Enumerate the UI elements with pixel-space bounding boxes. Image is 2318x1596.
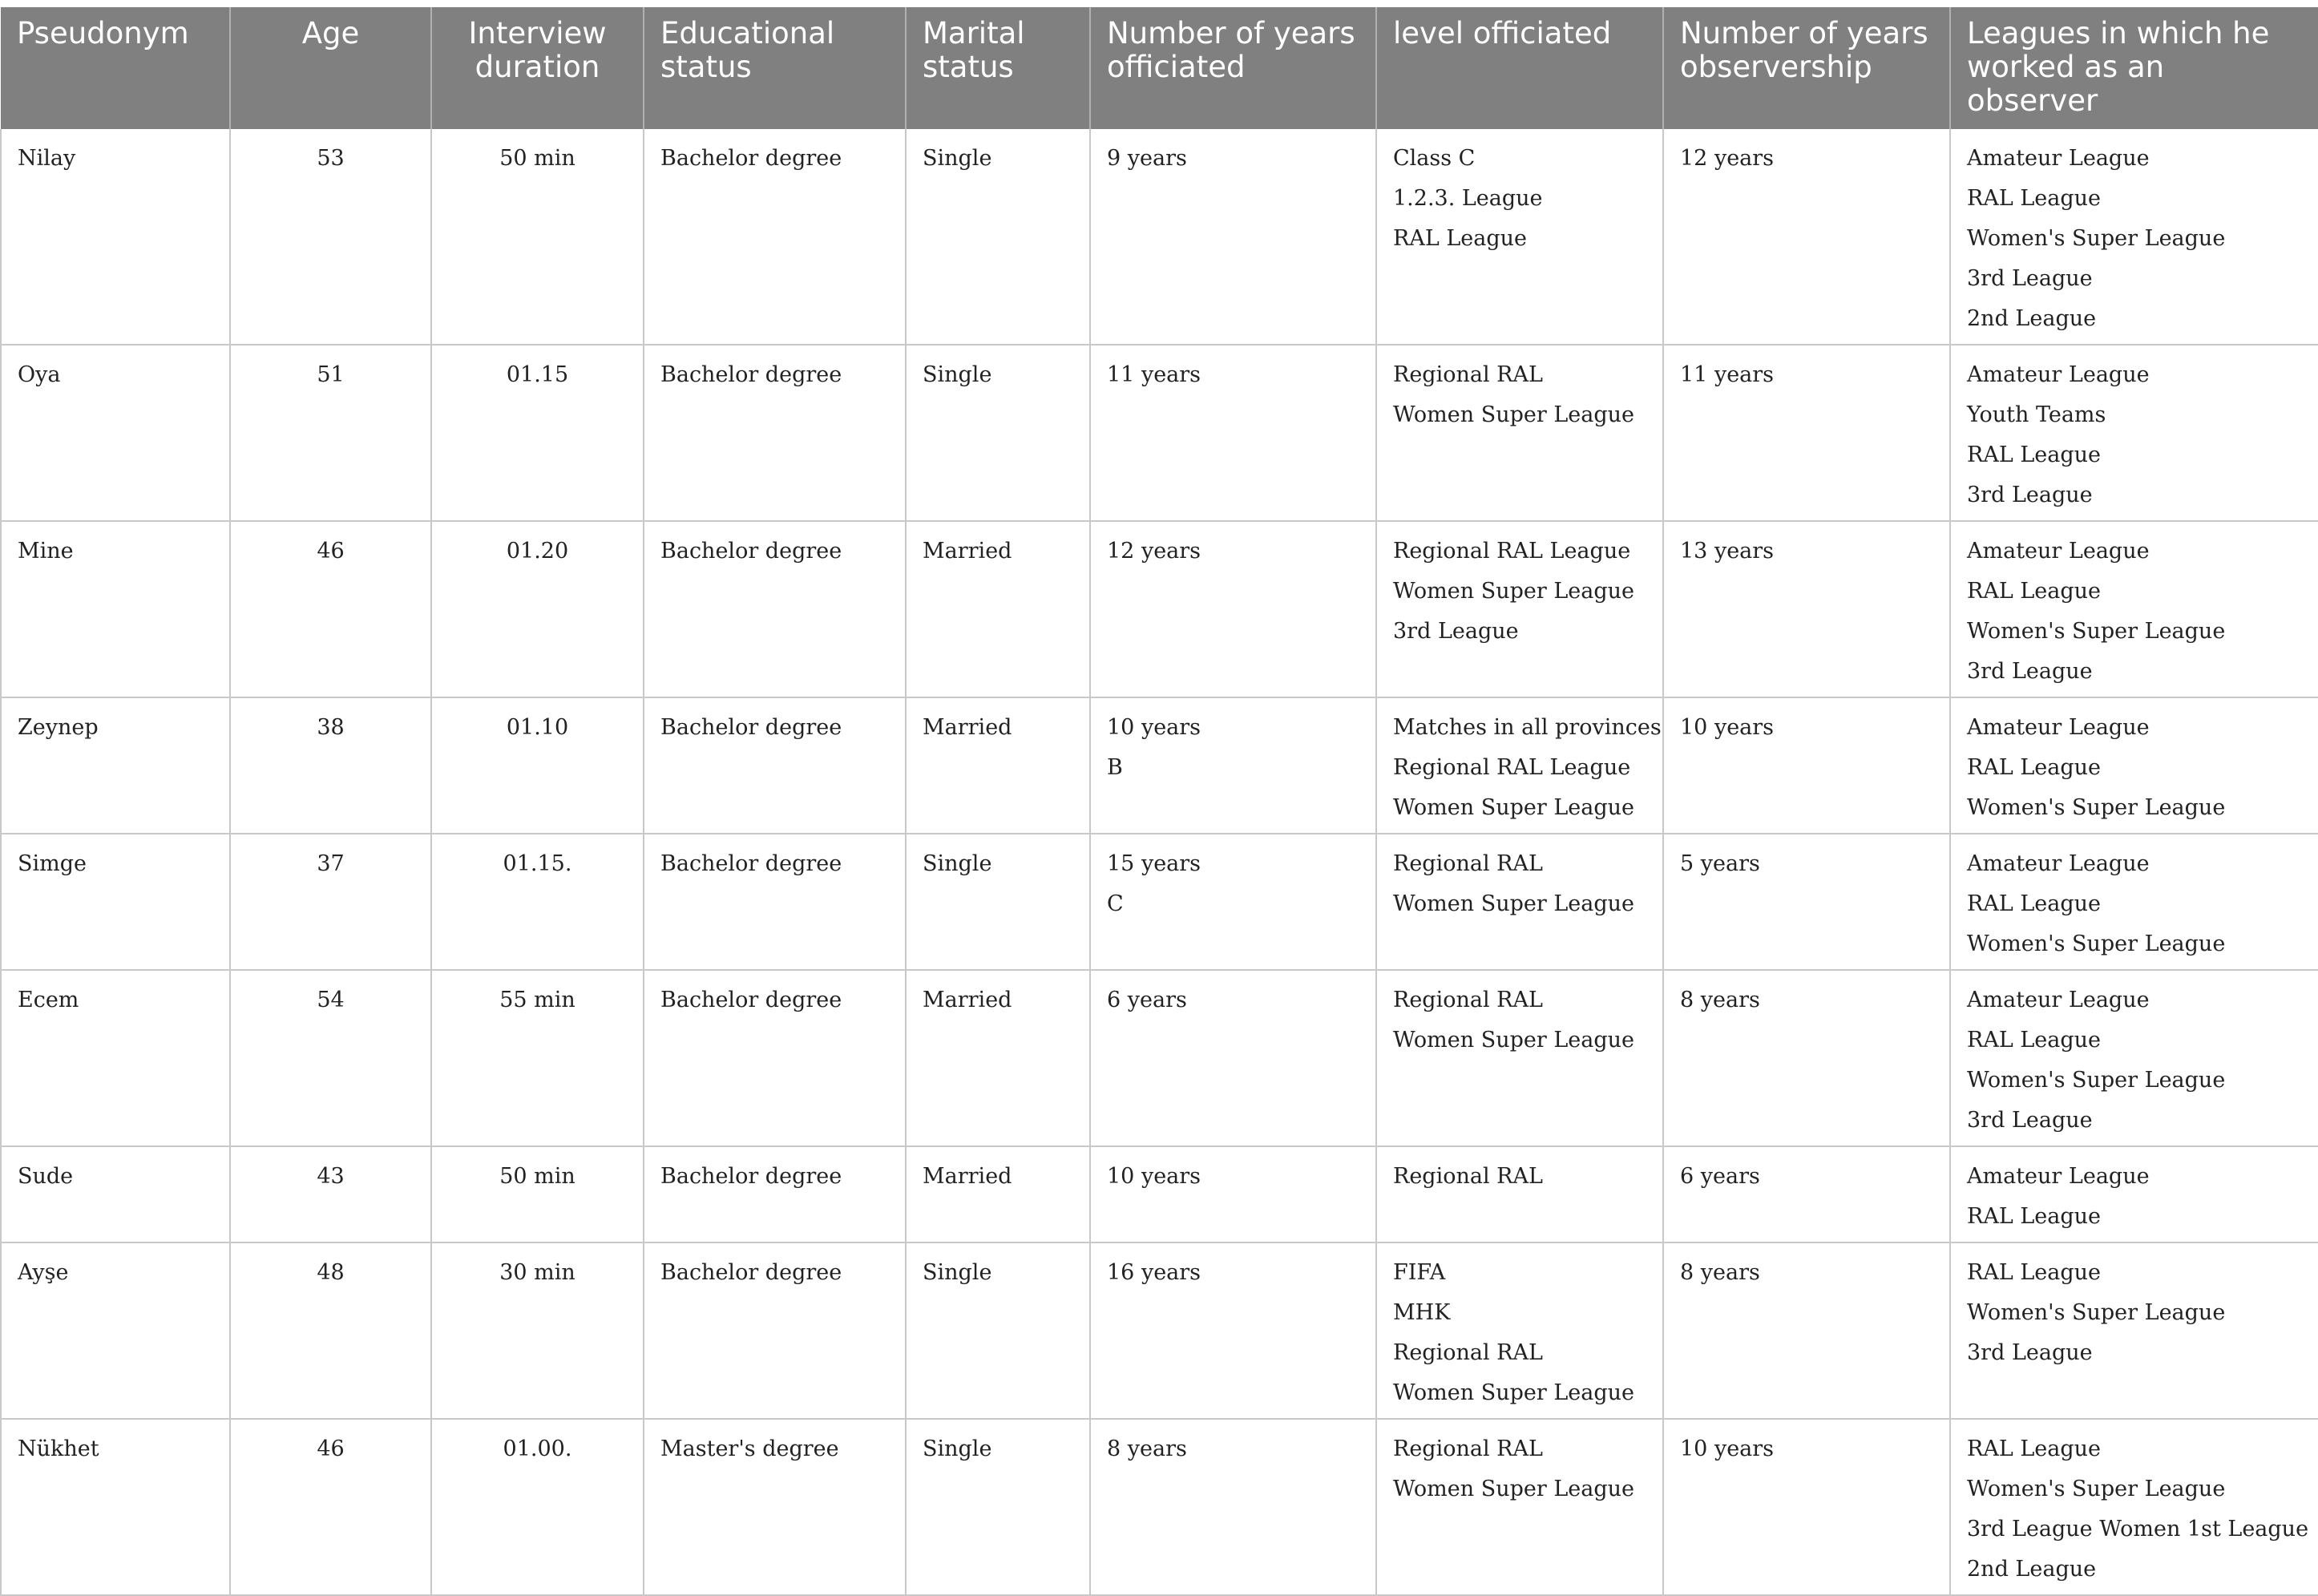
cell-leagues-observer-line: RAL League bbox=[1967, 1436, 2101, 1461]
cell-leagues-observer-line: Women's Super League bbox=[1967, 619, 2226, 644]
cell-level-officiated-line: Women Super League bbox=[1393, 1380, 1635, 1405]
cell-leagues-observer-line: Amateur League bbox=[1967, 362, 2150, 387]
cell-leagues-observer-line: RAL League bbox=[1967, 186, 2101, 211]
cell-educational-status: Bachelor degree bbox=[644, 697, 906, 834]
cell-leagues-observer bbox=[1950, 129, 2318, 345]
cell-level-officiated bbox=[1376, 521, 1663, 697]
cell-level-officiated-line: Women Super League bbox=[1393, 579, 1635, 604]
cell-marital-status: Single bbox=[906, 834, 1090, 970]
table-row bbox=[1, 697, 2318, 834]
table-row bbox=[1, 1146, 2318, 1242]
cell-leagues-observer-line: RAL League bbox=[1967, 1204, 2101, 1229]
cell-leagues-observer-line: Amateur League bbox=[1967, 146, 2150, 171]
cell-leagues-observer-line: 2nd League bbox=[1967, 306, 2097, 331]
cell-leagues-observer-line: 3rd League Women 1st League bbox=[1967, 1517, 2309, 1541]
cell-leagues-observer bbox=[1950, 834, 2318, 970]
cell-years-officiated bbox=[1090, 129, 1376, 345]
cell-leagues-observer-line: Amateur League bbox=[1967, 715, 2150, 740]
cell-marital-status: Married bbox=[906, 697, 1090, 834]
table-row bbox=[1, 1242, 2318, 1419]
cell-leagues-observer bbox=[1950, 697, 2318, 834]
cell-level-officiated-line: 3rd League bbox=[1393, 619, 1519, 644]
cell-years-officiated-line: 16 years bbox=[1107, 1260, 1201, 1285]
cell-level-officiated-line: Regional RAL bbox=[1393, 1340, 1543, 1365]
cell-age: 37 bbox=[230, 834, 431, 970]
cell-years-officiated-line: 9 years bbox=[1107, 146, 1187, 171]
cell-leagues-observer-line: 3rd League bbox=[1967, 659, 2093, 684]
cell-pseudonym: Sude bbox=[1, 1146, 230, 1242]
cell-marital-status: Married bbox=[906, 970, 1090, 1146]
cell-level-officiated bbox=[1376, 1419, 1663, 1595]
cell-age: 46 bbox=[230, 1419, 431, 1595]
cell-level-officiated-line: Regional RAL bbox=[1393, 362, 1543, 387]
cell-leagues-observer-line: Youth Teams bbox=[1967, 402, 2106, 427]
cell-level-officiated bbox=[1376, 697, 1663, 834]
header-years-observership: Number of years observership bbox=[1663, 7, 1950, 129]
table-row bbox=[1, 970, 2318, 1146]
cell-years-observership: 8 years bbox=[1663, 970, 1950, 1146]
cell-level-officiated bbox=[1376, 970, 1663, 1146]
cell-age: 53 bbox=[230, 129, 431, 345]
cell-interview-duration: 01.00. bbox=[431, 1419, 644, 1595]
cell-level-officiated-line: Women Super League bbox=[1393, 402, 1635, 427]
cell-educational-status: Bachelor degree bbox=[644, 521, 906, 697]
cell-leagues-observer-line: RAL League bbox=[1967, 442, 2101, 467]
cell-level-officiated-line: MHK bbox=[1393, 1300, 1451, 1325]
cell-level-officiated-line: 1.2.3. League bbox=[1393, 186, 1543, 211]
cell-years-officiated bbox=[1090, 834, 1376, 970]
cell-educational-status: Bachelor degree bbox=[644, 345, 906, 521]
cell-years-observership: 8 years bbox=[1663, 1242, 1950, 1419]
cell-marital-status: Married bbox=[906, 1146, 1090, 1242]
cell-years-officiated-line: 10 years bbox=[1107, 715, 1201, 740]
cell-level-officiated bbox=[1376, 345, 1663, 521]
cell-interview-duration: 30 min bbox=[431, 1242, 644, 1419]
cell-age: 48 bbox=[230, 1242, 431, 1419]
cell-educational-status: Bachelor degree bbox=[644, 1242, 906, 1419]
cell-years-observership: 11 years bbox=[1663, 345, 1950, 521]
cell-age: 43 bbox=[230, 1146, 431, 1242]
cell-years-observership: 10 years bbox=[1663, 1419, 1950, 1595]
cell-educational-status: Master's degree bbox=[644, 1419, 906, 1595]
cell-level-officiated-line: Regional RAL League bbox=[1393, 755, 1631, 780]
header-leagues-observer: Leagues in which he worked as an observer bbox=[1950, 7, 2318, 129]
table-row bbox=[1, 129, 2318, 345]
cell-level-officiated-line: Women Super League bbox=[1393, 891, 1635, 916]
cell-interview-duration: 55 min bbox=[431, 970, 644, 1146]
table-header-row bbox=[1, 7, 2318, 129]
cell-level-officiated-line: Class C bbox=[1393, 146, 1476, 171]
cell-leagues-observer-line: Women's Super League bbox=[1967, 1068, 2226, 1093]
header-level-officiated: level officiated bbox=[1376, 7, 1663, 129]
cell-age: 54 bbox=[230, 970, 431, 1146]
cell-leagues-observer-line: Women's Super League bbox=[1967, 795, 2226, 820]
cell-years-observership: 5 years bbox=[1663, 834, 1950, 970]
cell-level-officiated bbox=[1376, 834, 1663, 970]
cell-educational-status: Bachelor degree bbox=[644, 1146, 906, 1242]
cell-level-officiated-line: Regional RAL bbox=[1393, 851, 1543, 876]
cell-leagues-observer-line: RAL League bbox=[1967, 1260, 2101, 1285]
cell-years-officiated-line: 15 years bbox=[1107, 851, 1201, 876]
table-row bbox=[1, 345, 2318, 521]
cell-leagues-observer-line: 3rd League bbox=[1967, 1108, 2093, 1133]
cell-leagues-observer bbox=[1950, 1146, 2318, 1242]
cell-educational-status: Bachelor degree bbox=[644, 834, 906, 970]
cell-years-officiated bbox=[1090, 1146, 1376, 1242]
cell-educational-status: Bachelor degree bbox=[644, 970, 906, 1146]
cell-level-officiated-line: Regional RAL League bbox=[1393, 539, 1631, 564]
cell-years-officiated bbox=[1090, 697, 1376, 834]
cell-interview-duration: 50 min bbox=[431, 129, 644, 345]
header-years-officiated: Number of years officiated bbox=[1090, 7, 1376, 129]
cell-leagues-observer-line: RAL League bbox=[1967, 1028, 2101, 1053]
cell-years-officiated bbox=[1090, 1419, 1376, 1595]
cell-leagues-observer-line: Amateur League bbox=[1967, 851, 2150, 876]
cell-pseudonym: Mine bbox=[1, 521, 230, 697]
cell-interview-duration: 01.20 bbox=[431, 521, 644, 697]
cell-leagues-observer-line: Women's Super League bbox=[1967, 1300, 2226, 1325]
cell-years-officiated bbox=[1090, 345, 1376, 521]
participants-table-container bbox=[0, 7, 2318, 1596]
cell-years-observership: 12 years bbox=[1663, 129, 1950, 345]
cell-years-officiated bbox=[1090, 1242, 1376, 1419]
cell-level-officiated bbox=[1376, 129, 1663, 345]
cell-pseudonym: Zeynep bbox=[1, 697, 230, 834]
cell-leagues-observer-line: Amateur League bbox=[1967, 539, 2150, 564]
cell-years-officiated-line: 12 years bbox=[1107, 539, 1201, 564]
cell-marital-status: Single bbox=[906, 345, 1090, 521]
cell-educational-status: Bachelor degree bbox=[644, 129, 906, 345]
header-pseudonym: Pseudonym bbox=[1, 7, 230, 129]
cell-interview-duration: 50 min bbox=[431, 1146, 644, 1242]
cell-leagues-observer bbox=[1950, 345, 2318, 521]
cell-years-observership: 13 years bbox=[1663, 521, 1950, 697]
cell-leagues-observer-line: 3rd League bbox=[1967, 266, 2093, 291]
cell-leagues-observer bbox=[1950, 1242, 2318, 1419]
cell-level-officiated-line: RAL League bbox=[1393, 226, 1527, 251]
table-body bbox=[1, 129, 2318, 1595]
cell-years-officiated bbox=[1090, 521, 1376, 697]
header-age: Age bbox=[230, 7, 431, 129]
cell-marital-status: Married bbox=[906, 521, 1090, 697]
cell-leagues-observer-line: Amateur League bbox=[1967, 1164, 2150, 1189]
header-educational-status: Educational status bbox=[644, 7, 906, 129]
cell-years-observership: 10 years bbox=[1663, 697, 1950, 834]
cell-marital-status: Single bbox=[906, 1419, 1090, 1595]
cell-years-officiated bbox=[1090, 970, 1376, 1146]
cell-level-officiated-line: Regional RAL bbox=[1393, 988, 1543, 1012]
cell-level-officiated-line: FIFA bbox=[1393, 1260, 1446, 1285]
cell-leagues-observer bbox=[1950, 521, 2318, 697]
cell-leagues-observer-line: Women's Super League bbox=[1967, 226, 2226, 251]
cell-pseudonym: Nilay bbox=[1, 129, 230, 345]
cell-leagues-observer-line: 3rd League bbox=[1967, 1340, 2093, 1365]
cell-interview-duration: 01.15 bbox=[431, 345, 644, 521]
cell-years-officiated-line: 8 years bbox=[1107, 1436, 1187, 1461]
cell-level-officiated-line: Regional RAL bbox=[1393, 1436, 1543, 1461]
cell-age: 38 bbox=[230, 697, 431, 834]
header-marital-status: Marital status bbox=[906, 7, 1090, 129]
cell-level-officiated-line: Women Super League bbox=[1393, 1028, 1635, 1053]
cell-level-officiated-line: Regional RAL bbox=[1393, 1164, 1543, 1189]
cell-leagues-observer-line: Amateur League bbox=[1967, 988, 2150, 1012]
table-row bbox=[1, 834, 2318, 970]
cell-leagues-observer-line: RAL League bbox=[1967, 755, 2101, 780]
cell-level-officiated-line: Matches in all provinces bbox=[1393, 715, 1662, 740]
cell-leagues-observer bbox=[1950, 970, 2318, 1146]
cell-years-observership: 6 years bbox=[1663, 1146, 1950, 1242]
cell-pseudonym: Simge bbox=[1, 834, 230, 970]
cell-marital-status: Single bbox=[906, 129, 1090, 345]
cell-level-officiated bbox=[1376, 1242, 1663, 1419]
cell-pseudonym: Oya bbox=[1, 345, 230, 521]
cell-years-officiated-line: C bbox=[1107, 891, 1124, 916]
cell-years-officiated-line: B bbox=[1107, 755, 1123, 780]
cell-marital-status: Single bbox=[906, 1242, 1090, 1419]
cell-leagues-observer-line: 3rd League bbox=[1967, 483, 2093, 507]
table-row bbox=[1, 521, 2318, 697]
cell-leagues-observer-line: 2nd League bbox=[1967, 1557, 2097, 1582]
cell-leagues-observer-line: RAL League bbox=[1967, 579, 2101, 604]
cell-pseudonym: Ecem bbox=[1, 970, 230, 1146]
cell-interview-duration: 01.15. bbox=[431, 834, 644, 970]
cell-interview-duration: 01.10 bbox=[431, 697, 644, 834]
cell-years-officiated-line: 11 years bbox=[1107, 362, 1201, 387]
cell-leagues-observer bbox=[1950, 1419, 2318, 1595]
cell-level-officiated-line: Women Super League bbox=[1393, 1477, 1635, 1501]
participants-table bbox=[0, 7, 2318, 1596]
cell-age: 51 bbox=[230, 345, 431, 521]
cell-age: 46 bbox=[230, 521, 431, 697]
cell-pseudonym: Ayşe bbox=[1, 1242, 230, 1419]
cell-pseudonym: Nükhet bbox=[1, 1419, 230, 1595]
cell-leagues-observer-line: Women's Super League bbox=[1967, 931, 2226, 956]
cell-level-officiated-line: Women Super League bbox=[1393, 795, 1635, 820]
cell-leagues-observer-line: RAL League bbox=[1967, 891, 2101, 916]
cell-level-officiated bbox=[1376, 1146, 1663, 1242]
cell-years-officiated-line: 10 years bbox=[1107, 1164, 1201, 1189]
table-row bbox=[1, 1419, 2318, 1595]
cell-leagues-observer-line: Women's Super League bbox=[1967, 1477, 2226, 1501]
header-interview-duration: Interview duration bbox=[431, 7, 644, 129]
cell-years-officiated-line: 6 years bbox=[1107, 988, 1187, 1012]
